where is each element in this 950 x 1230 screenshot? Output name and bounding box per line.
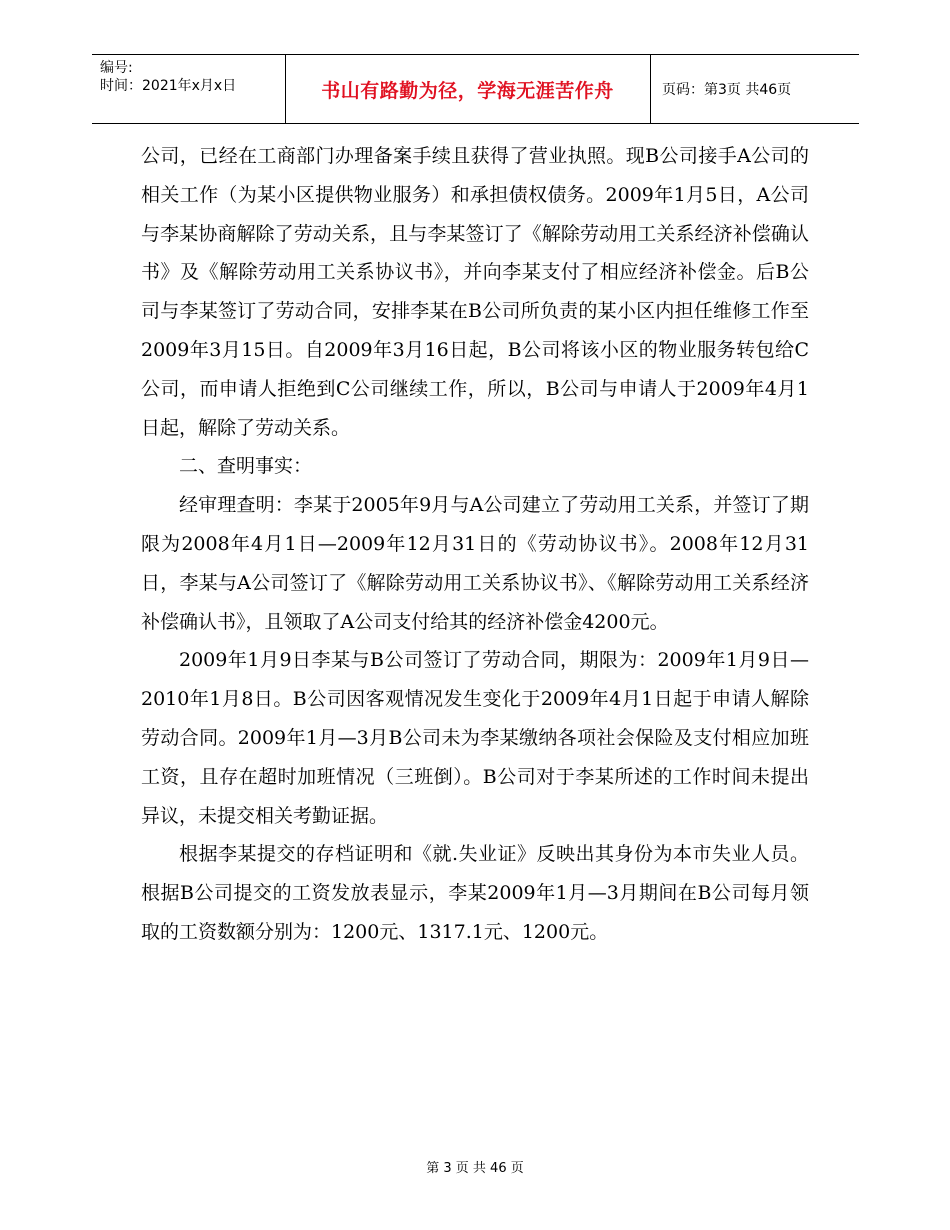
page-header xyxy=(92,54,859,124)
document-body xyxy=(141,137,809,952)
document-time-label: 时间：2021年x月x日 xyxy=(100,78,237,94)
header-divider xyxy=(650,55,651,123)
paragraph: 经审理查明：李某于2005年9月与A公司建立了劳动用工关系，并签订了期限为2008年4月1日—2009年12月31日的《劳动协议书》。2008年12月31日，李某与A公司签订了《解除劳动用工关系协议书》、《解除劳动用工关系经济补偿确认书》，且领取了A公司支付给其的经济补偿金4200元。 xyxy=(141,494,809,633)
paragraph-continued: 公司，已经在工商部门办理备案手续且获得了营业执照。现B公司接手A公司的相关工作（为某小区提供物业服务）和承担债权债务。2009年1月5日，A公司与李某协商解除了劳动关系，且与李某签订了《解除劳动用工关系经济补偿确认书》及《解除劳动用工关系协议书》，并向李某支付了相应经济补偿金。后B公司与李某签订了劳动合同，安排李某在B公司所负责的某小区内担任维修工作至2009年3月15日。自2009年3月16日起，B公司将该小区的物业服务转包给C公司，而申请人拒绝到C公司继续工作，所以，B公司与申请人于2009年4月1日起，解除了劳动关系。 xyxy=(141,145,809,439)
page-footer: 第 3 页 共 46 页 xyxy=(426,1161,524,1176)
header-motto: 书山有路勤为径，学海无涯苦作舟 xyxy=(321,79,614,102)
section-heading-facts: 二、查明事实： xyxy=(179,455,313,478)
document-number-label: 编号: xyxy=(100,60,133,76)
header-meta xyxy=(100,59,280,95)
header-page-info: 页码：第3页 共46页 xyxy=(662,82,792,98)
paragraph: 根据李某提交的存档证明和《就.失业证》反映出其身份为本市失业人员。根据B公司提交的工资发放表显示，李某2009年1月—3月期间在B公司每月领取的工资数额分别为：1200元、1317.1元、1200元。 xyxy=(141,843,809,943)
paragraph: 2009年1月9日李某与B公司签订了劳动合同，期限为：2009年1月9日—2010年1月8日。B公司因客观情况发生变化于2009年4月1日起于申请人解除劳动合同。2009年1月—3月B公司未为李某缴纳各项社会保险及支付相应加班工资，且存在超时加班情况（三班倒）。B公司对于李某所述的工作时间未提出异议，未提交相关考勤证据。 xyxy=(141,649,809,827)
